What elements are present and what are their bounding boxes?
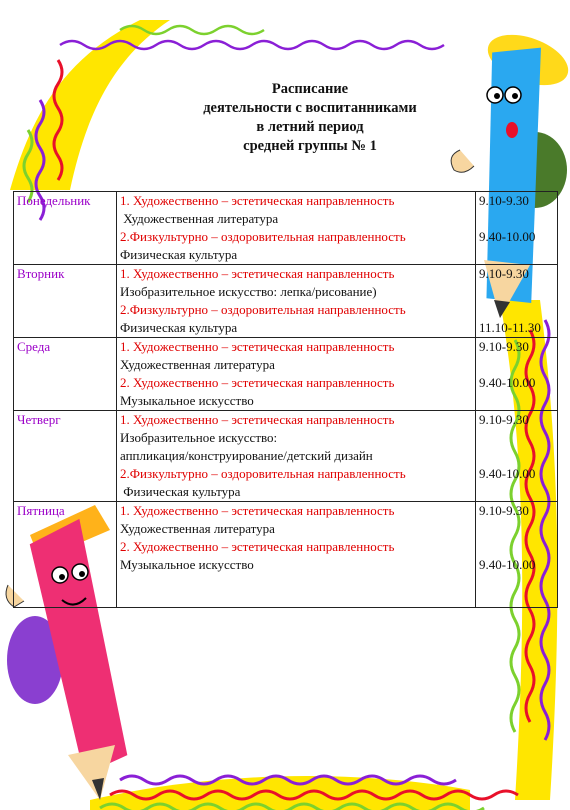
time-slot: 9.40-10.00 <box>479 557 536 572</box>
activity-subject: Изобразительное искусство: <box>120 430 278 445</box>
activity-direction: 2. Художественно – эстетическая направленность <box>120 375 395 390</box>
time-cell <box>476 192 558 265</box>
time-cell <box>476 502 558 608</box>
time-slot: 9.40-10.00 <box>479 229 536 244</box>
time-cell <box>476 265 558 338</box>
activity-direction: 2.Физкультурно – оздоровительная направленность <box>120 302 406 317</box>
activities-cell <box>117 192 476 265</box>
day-cell: Четверг <box>14 411 117 502</box>
activity-direction: 2.Физкультурно – оздоровительная направленность <box>120 466 406 481</box>
title-line-1: Расписание <box>271 81 349 97</box>
activities-cell <box>117 411 476 502</box>
time-slot: 9.40-10.00 <box>479 466 536 481</box>
activities-cell <box>117 502 476 608</box>
activity-direction: 1. Художественно – эстетическая направленность <box>120 503 395 518</box>
schedule-row-thursday <box>14 411 558 502</box>
title-line-4: средней группы № 1 <box>243 138 377 154</box>
title-line-3: в летний период <box>256 119 364 135</box>
page-title <box>140 80 480 156</box>
activity-direction: 1. Художественно – эстетическая направленность <box>120 193 395 208</box>
schedule-row-friday <box>14 502 558 608</box>
activity-subject: Изобразительное искусство: лепка/рисование) <box>120 284 377 299</box>
activity-direction: 1. Художественно – эстетическая направленность <box>120 412 395 427</box>
time-slot: 9.10-9.30 <box>479 503 529 518</box>
day-cell: Вторник <box>14 265 117 338</box>
activity-direction: 1. Художественно – эстетическая направленность <box>120 266 395 281</box>
schedule-row-wednesday <box>14 338 558 411</box>
activity-subject: Физическая культура <box>120 484 241 499</box>
activity-subject: Художественная литература <box>120 521 275 536</box>
time-slot: 9.10-9.30 <box>479 339 529 354</box>
time-slot: 11.10-11.30 <box>479 320 541 335</box>
activity-subject: аппликация/конструирование/детский дизайн <box>120 448 373 463</box>
activity-direction: 2. Художественно – эстетическая направленность <box>120 539 395 554</box>
time-slot: 9.10-9.30 <box>479 193 529 208</box>
activity-subject: Художественная литература <box>120 211 279 226</box>
title-line-2: деятельности с воспитанниками <box>203 100 417 116</box>
activity-subject: Физическая культура <box>120 320 238 335</box>
day-cell: Пятница <box>14 502 117 608</box>
time-slot: 9.10-9.30 <box>479 266 529 281</box>
schedule-table <box>13 191 558 608</box>
time-cell <box>476 411 558 502</box>
time-cell <box>476 338 558 411</box>
schedule-row-monday <box>14 192 558 265</box>
activity-subject: Музыкальное искусство <box>120 557 254 572</box>
activities-cell <box>117 265 476 338</box>
schedule-row-tuesday <box>14 265 558 338</box>
day-cell: Среда <box>14 338 117 411</box>
activity-subject: Физическая культура <box>120 247 238 262</box>
activity-subject: Музыкальное искусство <box>120 393 254 408</box>
time-slot: 9.40-10.00 <box>479 375 536 390</box>
activity-direction: 2.Физкультурно – оздоровительная направленность <box>120 229 406 244</box>
time-slot: 9.10-9.30 <box>479 412 529 427</box>
activity-subject: Художественная литература <box>120 357 275 372</box>
day-cell: Понедельник <box>14 192 117 265</box>
activities-cell <box>117 338 476 411</box>
activity-direction: 1. Художественно – эстетическая направленность <box>120 339 395 354</box>
